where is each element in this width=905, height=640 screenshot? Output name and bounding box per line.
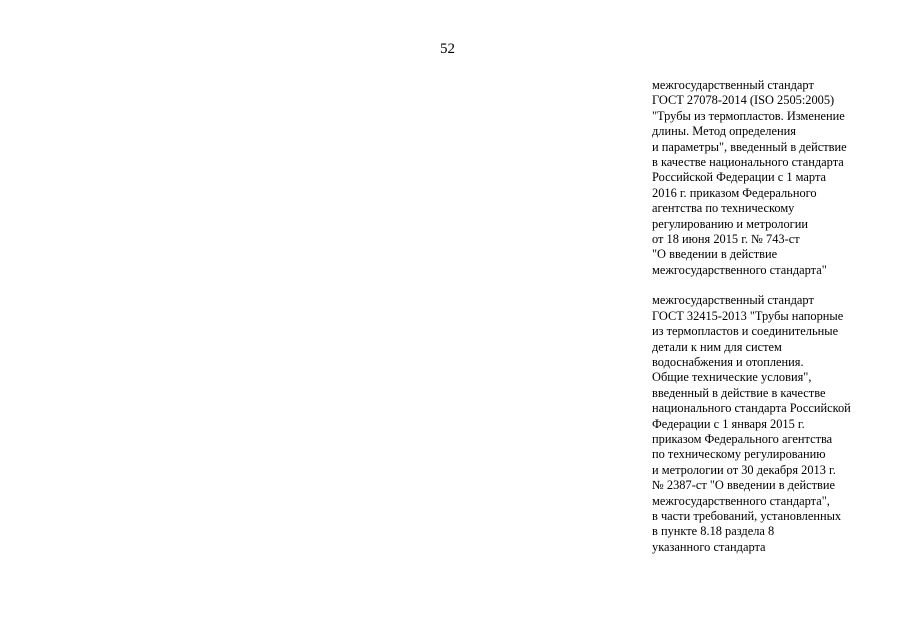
text-line: от 18 июня 2015 г. № 743-ст xyxy=(652,232,800,247)
text-line: № 2387-ст "О введении в действие xyxy=(652,478,835,493)
text-line: и метрологии от 30 декабря 2013 г. xyxy=(652,462,836,477)
text-line: по техническому регулированию xyxy=(652,447,826,462)
text-line: межгосударственный стандарт xyxy=(652,293,814,308)
text-line: межгосударственный стандарт xyxy=(652,78,814,92)
text-line: в части требований, установленных xyxy=(652,508,842,523)
text-line: Общие технические условия", xyxy=(652,370,812,385)
text-line: длины. Метод определения xyxy=(652,124,796,139)
page-number: 52 xyxy=(440,41,455,57)
text-line: 2016 г. приказом Федерального xyxy=(652,185,817,200)
text-line: регулированию и метрологии xyxy=(652,216,809,231)
text-line: агентства по техническому xyxy=(652,201,795,216)
standard-entry-gost-27078 xyxy=(652,78,897,278)
text-line: Российской Федерации с 1 марта xyxy=(652,170,827,185)
text-line: приказом Федерального агентства xyxy=(652,431,833,446)
text-line: ГОСТ 32415-2013 "Трубы напорные xyxy=(652,308,844,323)
text-line: "Трубы из термопластов. Изменение xyxy=(652,108,845,123)
text-line: национального стандарта Российской xyxy=(652,401,851,416)
text-line: ГОСТ 27078-2014 (ISO 2505:2005) xyxy=(652,93,835,108)
text-line: водоснабжения и отопления. xyxy=(652,354,804,369)
text-line: в качестве национального стандарта xyxy=(652,155,844,170)
text-line: межгосударственного стандарта" xyxy=(652,262,827,277)
text-line: введенный в действие в качестве xyxy=(652,385,826,400)
text-line: межгосударственного стандарта", xyxy=(652,493,830,508)
text-line: Федерации с 1 января 2015 г. xyxy=(652,416,805,431)
text-line: из термопластов и соединительные xyxy=(652,324,839,339)
text-line: и параметры", введенный в действие xyxy=(652,139,847,154)
text-line: указанного стандарта xyxy=(652,539,766,554)
text-line: в пункте 8.18 раздела 8 xyxy=(652,524,775,539)
standards-text-column xyxy=(652,78,897,555)
text-line: детали к ним для систем xyxy=(652,339,782,354)
standard-entry-gost-32415 xyxy=(652,293,897,555)
text-line: "О введении в действие xyxy=(652,247,778,262)
